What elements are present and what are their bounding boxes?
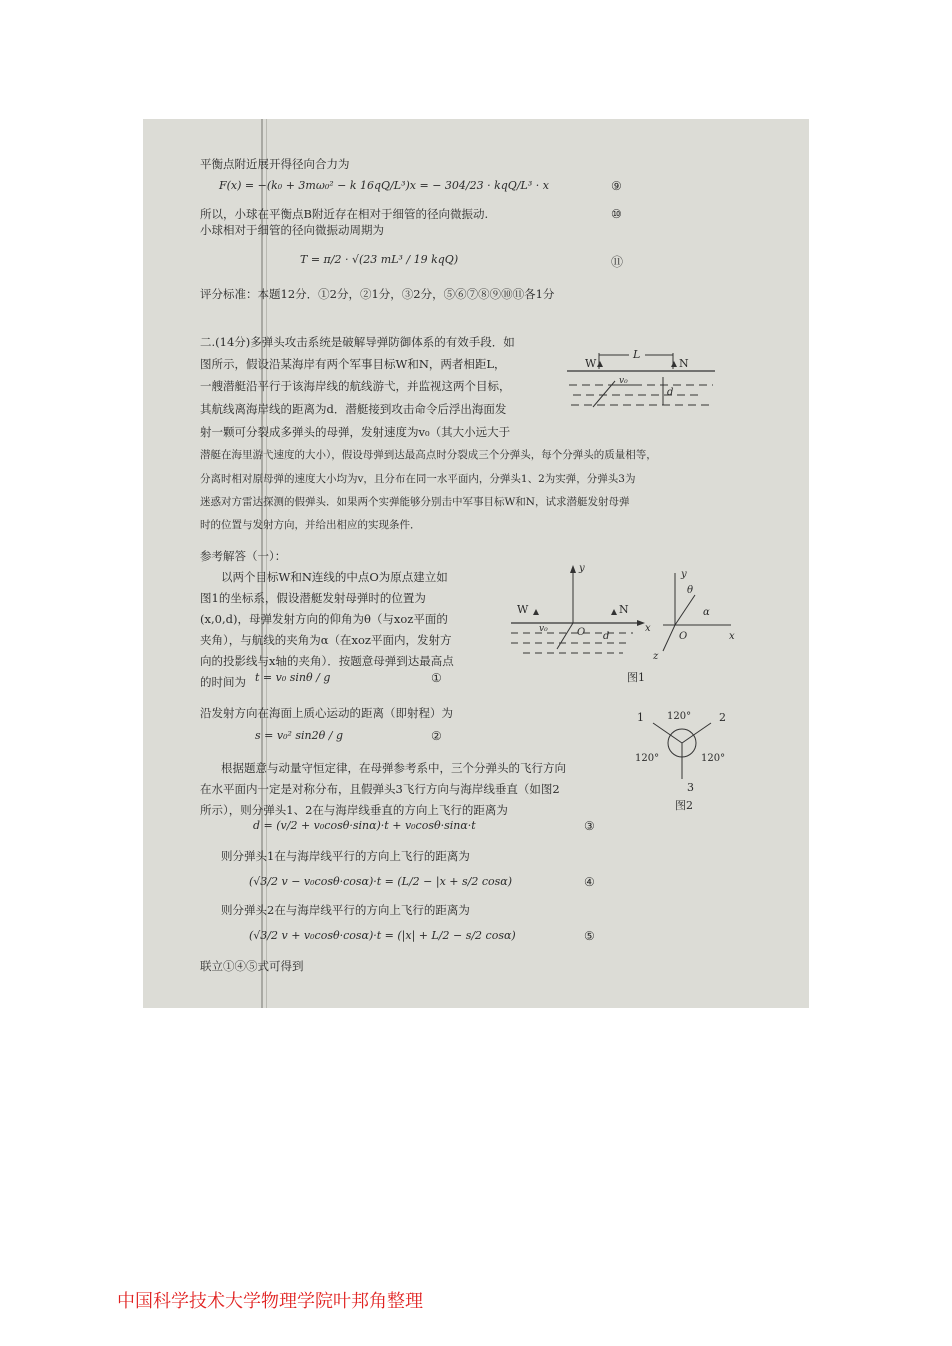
fig1-label-W: W (517, 603, 529, 616)
text-line: 小球相对于细管的径向微振动周期为 (200, 223, 384, 237)
fig1b-label-y: y (681, 569, 687, 580)
figure-2 (627, 707, 737, 799)
fig1-label-x: x (645, 623, 651, 634)
figure-2-caption: 图2 (675, 799, 693, 812)
fig1b-label-z: z (653, 651, 659, 662)
fig1b-label-theta: θ (687, 585, 694, 596)
problem-line: 一艘潜艇沿平行于该海岸线的航线游弋，并监视这两个目标， (200, 379, 511, 393)
problem-line: 射一颗可分裂成多弹头的母弹，发射速度为v₀（其大小远大于 (200, 425, 511, 439)
text-line: 平衡点附近展开得径向合力为 (200, 157, 350, 171)
fig1-label-v0: v₀ (539, 624, 548, 634)
fig2-angle-right: 120° (701, 753, 726, 764)
label-d: d (667, 387, 674, 398)
problem-line: 时的位置与发射方向，并给出相应的实现条件． (200, 519, 421, 531)
solution-line: 以两个目标W和N连线的中点O为原点建立如 (221, 570, 448, 584)
equation-distance-d: d = (v/2 + v₀cosθ·sinα)·t + v₀cosθ·sinα·t (253, 819, 476, 832)
fig1-label-N: N (619, 603, 629, 616)
problem-line: 分离时相对原母弹的速度大小均为v，且分布在同一水平面内，分弹头1、2为实弹，分弹头3为 (200, 473, 636, 485)
fig1-label-y: y (579, 563, 585, 574)
equation-bullet2: (√3/2 v + v₀cosθ·cosα)·t = (|x| + L/2 − s/2 cosα) (249, 929, 516, 942)
solution-line: 夹角），与航线的夹角为α（在xoz平面内，发射方 (200, 633, 452, 647)
solution-line: 所示），则分弹头1、2在与海岸线垂直的方向上飞行的距离为 (200, 803, 508, 817)
solution-line: 在水平面内一定是对称分布，且假弹头3飞行方向与海岸线垂直（如图2 (200, 782, 560, 796)
solution-line: 联立①④⑤式可得到 (200, 959, 304, 973)
fig2-label-2: 2 (719, 711, 726, 724)
equation-marker: ⑪ (611, 255, 624, 269)
solution-line: 参考解答（一）： (200, 549, 287, 563)
equation-force: F(x) = −(k₀ + 3mω₀² − k 16qQ/L³)x = − 304/23 · kqQ/L³ · x (219, 179, 549, 192)
fig1-label-O: O (577, 627, 586, 638)
solution-line: 图1的坐标系，假设潜艇发射母弹时的位置为 (200, 591, 426, 605)
figure-1-caption: 图1 (627, 671, 645, 684)
problem-line: 二.(14分)多弹头攻击系统是破解导弹防御体系的有效手段．如 (200, 335, 515, 349)
equation-bullet1: (√3/2 v − v₀cosθ·cosα)·t = (L/2 − |x + s/2 cosα) (249, 875, 512, 888)
solution-line: 向的投影线与x轴的夹角）．按题意母弹到达最高点 (200, 654, 454, 668)
label-v0: v₀ (619, 376, 628, 386)
equation-period: T = π/2 · √(23 mL³ / 19 kqQ) (300, 253, 459, 266)
solution-line: 则分弹头2在与海岸线平行的方向上飞行的距离为 (221, 903, 470, 917)
equation-marker: ③ (584, 819, 595, 833)
fig2-angle-left: 120° (635, 753, 660, 764)
solution-line: 的时间为 (200, 675, 246, 689)
scanned-page (143, 119, 809, 1008)
label-N: N (679, 357, 689, 370)
fig1b-label-alpha: α (703, 607, 710, 618)
label-W: W (585, 357, 597, 370)
label-L: L (633, 348, 641, 361)
equation-marker: ⑤ (584, 929, 595, 943)
equation-marker: ④ (584, 875, 595, 889)
fig2-label-1: 1 (637, 711, 644, 724)
fig1b-label-x: x (729, 631, 735, 642)
solution-line: 根据题意与动量守恒定律，在母弹参考系中，三个分弹头的飞行方向 (221, 761, 566, 775)
problem-line: 迷惑对方雷达探测的假弹头．如果两个实弹能够分别击中军事目标W和N，试求潜艇发射母弹 (200, 496, 630, 508)
solution-line: 则分弹头1在与海岸线平行的方向上飞行的距离为 (221, 849, 470, 863)
coast-diagram (563, 341, 723, 421)
equation-marker: ⑨ (611, 179, 622, 193)
text-line: 所以，小球在平衡点B附近存在相对于细管的径向微振动. (200, 207, 489, 221)
solution-line: (x,0,d)，母弹发射方向的仰角为θ（与xoz平面的 (200, 612, 448, 626)
equation-marker: ② (431, 729, 442, 743)
fig2-label-3: 3 (687, 781, 694, 794)
equation-range: s = v₀² sin2θ / g (255, 729, 343, 742)
fig1-label-d: d (603, 631, 610, 642)
equation-marker: ⑩ (611, 207, 622, 221)
footer-credit: 中国科学技术大学物理学院叶邦角整理 (117, 1291, 423, 1312)
figure-1 (503, 559, 743, 669)
problem-line: 潜艇在海里游弋速度的大小），假设母弹到达最高点时分裂成三个分弹头，每个分弹头的质量相等， (200, 449, 657, 461)
fig1b-label-O: O (679, 631, 688, 642)
equation-time: t = v₀ sinθ / g (255, 671, 331, 684)
scoring-line: 评分标准：本题12分．①2分，②1分，③2分，⑤⑥⑦⑧⑨⑩⑪各1分 (200, 287, 555, 301)
equation-marker: ① (431, 671, 442, 685)
fig2-angle-top: 120° (667, 711, 692, 722)
problem-line: 图所示，假设沿某海岸有两个军事目标W和N，两者相距L， (200, 357, 506, 371)
problem-line: 其航线离海岸线的距离为d．潜艇接到攻击命令后浮出海面发 (200, 402, 507, 416)
solution-line: 沿发射方向在海面上质心运动的距离（即射程）为 (200, 706, 453, 720)
